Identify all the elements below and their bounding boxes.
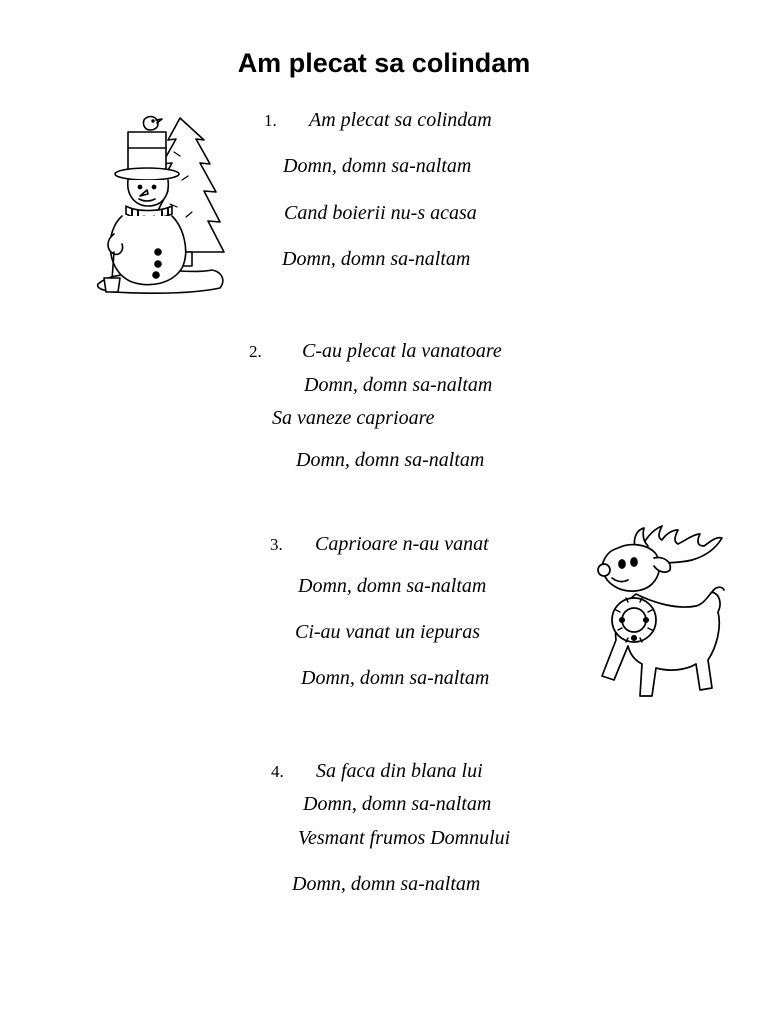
verse-4-line-1: Sa faca din blana lui (316, 760, 483, 782)
verse-2-line-1: C-au plecat la vanatoare (302, 340, 502, 362)
reindeer-with-wreath-icon (596, 520, 730, 702)
verse-3-line-4: Domn, domn sa-naltam (301, 667, 490, 689)
verse-1-line-4: Domn, domn sa-naltam (282, 248, 471, 270)
verse-3-line-3: Ci-au vanat un iepuras (295, 621, 480, 643)
verse-4-number: 4. (271, 762, 284, 781)
verse-3-line-1: Caprioare n-au vanat (315, 533, 489, 555)
verse-2-line-3: Sa vaneze caprioare (272, 407, 435, 429)
verse-3-line-2: Domn, domn sa-naltam (298, 575, 487, 597)
verse-1-line-1: Am plecat sa colindam (309, 109, 492, 131)
verse-3-number: 3. (270, 535, 283, 554)
verse-4-line-4: Domn, domn sa-naltam (292, 873, 481, 895)
page-title: Am plecat sa colindam (237, 48, 531, 78)
snowman-with-tree-icon (92, 112, 230, 298)
verse-1-line-2: Domn, domn sa-naltam (283, 155, 472, 177)
verse-1-number: 1. (264, 111, 277, 130)
verse-2-number: 2. (249, 342, 262, 361)
verse-1-line-3: Cand boierii nu-s acasa (284, 202, 477, 224)
verse-4-line-2: Domn, domn sa-naltam (303, 793, 492, 815)
verse-2-line-4: Domn, domn sa-naltam (296, 449, 485, 471)
verse-4-line-3: Vesmant frumos Domnului (298, 827, 511, 849)
verse-2-line-2: Domn, domn sa-naltam (304, 374, 493, 396)
